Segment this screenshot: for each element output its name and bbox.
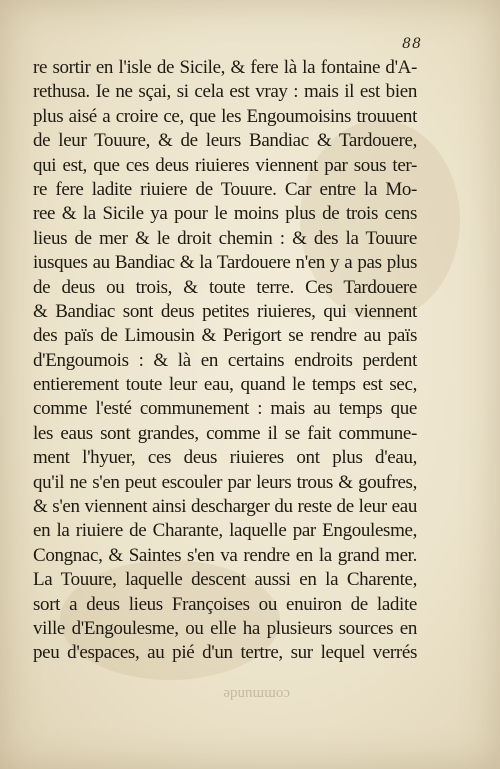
text-line: sort a deus lieus Françoises ou enuiron de ladite xyxy=(33,593,417,615)
text-line: entierement toute leur eau, quand le temps est sec, xyxy=(33,374,417,396)
page-number: 88 xyxy=(402,36,422,52)
text-line: en la riuiere de Charante, laquelle par Engoulesme, xyxy=(33,520,417,542)
text-line: & Bandiac sont deus petites riuieres, qui viennent xyxy=(33,300,417,322)
text-line: ment l'hyuer, ces deus riuieres ont plus d'eau, xyxy=(33,447,417,469)
text-line: de deus ou trois, & toute terre. Ces Tardouere xyxy=(33,276,417,298)
text-line: des païs de Limousin & Perigort se rendre au païs xyxy=(33,325,417,347)
text-line: rethusa. Ie ne sçai, si cela est vray : mais il est bien xyxy=(33,81,417,103)
text-line: qui est, que ces deus riuieres viennent par sous ter- xyxy=(33,154,417,176)
text-line: d'Engoumois : & là en certains endroits perdent xyxy=(33,349,417,371)
text-line: re sortir en l'isle de Sicile, & fere là la fontaine d'A- xyxy=(33,57,417,78)
text-line: qu'il ne s'en peut escouler par leurs trous & goufres, xyxy=(33,471,417,493)
text-line: peu d'espaces, au pié d'un tertre, sur lequel verrés xyxy=(33,642,417,664)
body-text xyxy=(33,56,417,666)
text-line: de leur Touure, & de leurs Bandiac & Tardouere, xyxy=(33,130,417,152)
text-line: iusques au Bandiac & la Tardouere n'en y a pas plus xyxy=(33,252,417,274)
show-through-text: communde xyxy=(223,686,290,702)
text-line: plus aisé a croire ce, que les Engoumoisins trouuent xyxy=(33,105,417,127)
text-line: & s'en viennent ainsi descharger du reste de leur eau xyxy=(33,496,417,518)
text-line: ree & la Sicile ya pour le moins plus de trois cens xyxy=(33,203,417,225)
text-line: ville d'Engoulesme, ou elle ha plusieurs sources en xyxy=(33,617,417,639)
text-line: lieus de mer & le droit chemin : & des la Touure xyxy=(33,227,417,249)
text-line: re fere ladite riuiere de Touure. Car entre la Mo- xyxy=(33,178,417,200)
text-line: Congnac, & Saintes s'en va rendre en la grand mer. xyxy=(33,544,417,566)
text-line: La Touure, laquelle descent aussi en la Charente, xyxy=(33,569,417,591)
text-line: les eaus sont grandes, comme il se fait commune- xyxy=(33,422,417,444)
text-line: comme l'esté communement : mais au temps que xyxy=(33,398,417,420)
